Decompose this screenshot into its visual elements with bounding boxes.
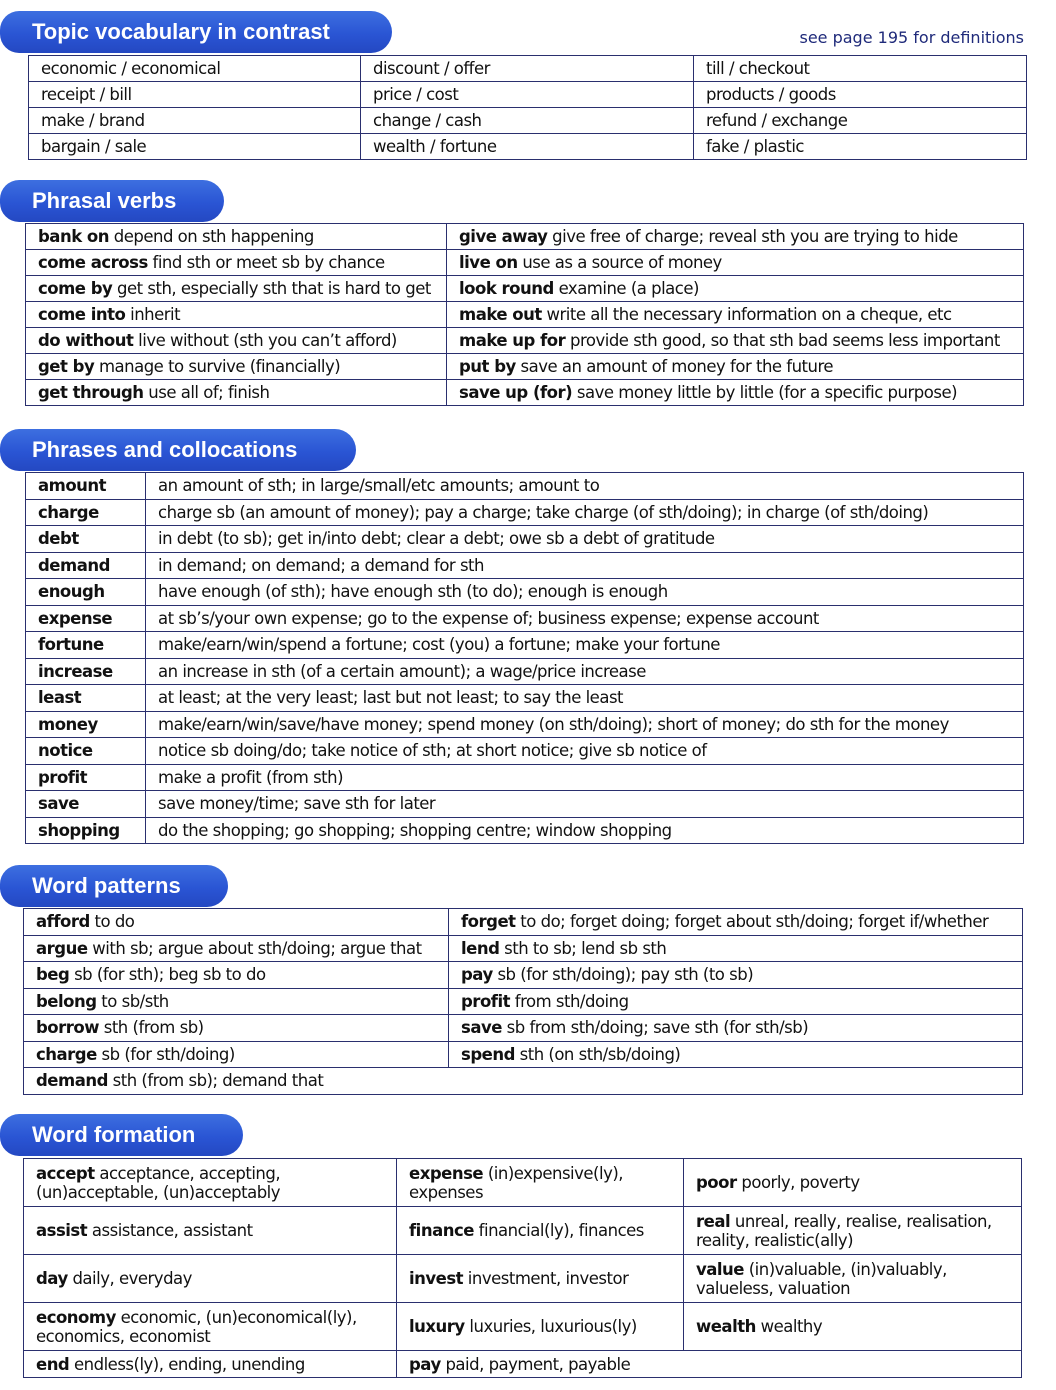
term: save — [461, 1018, 502, 1038]
definition: manage to survive (financially) — [94, 357, 341, 376]
table-row — [24, 909, 1023, 936]
term: put by — [459, 357, 516, 376]
phrasal-verb-entry — [447, 354, 1024, 380]
collocation-term: shopping — [26, 817, 146, 844]
definition: use all of; finish — [143, 383, 270, 402]
collocation-def: have enough (of sth); have enough sth (to do); enough is enough — [146, 579, 1024, 606]
table-row — [26, 791, 1024, 818]
definition: (in)expensive(ly), expenses — [409, 1163, 624, 1202]
collocation-def: make/earn/win/spend a fortune; cost (you) a fortune; make your fortune — [146, 632, 1024, 659]
definition: from sth/doing — [510, 991, 629, 1011]
topic-vocabulary-table — [28, 55, 1027, 160]
definition: daily, everyday — [67, 1269, 192, 1288]
collocation-term: increase — [26, 658, 146, 685]
term: real — [696, 1211, 731, 1231]
definition: wealthy — [755, 1317, 823, 1336]
term: demand — [36, 1071, 108, 1091]
definition: give free of charge; reveal sth you are trying to hide — [547, 227, 958, 246]
word-formation-entry — [24, 1207, 397, 1255]
table-row — [26, 276, 1024, 302]
definition: sb (for sth/doing) — [96, 1044, 235, 1064]
definition: inherit — [125, 305, 181, 324]
term: invest — [409, 1269, 464, 1288]
definition: write all the necessary information on a cheque, etc — [541, 305, 952, 324]
definition: use as a source of money — [517, 253, 722, 272]
definition: sb (for sth); beg sb to do — [69, 965, 266, 985]
collocation-term: charge — [26, 499, 146, 526]
definition: sth (from sb) — [99, 1018, 204, 1038]
definition: poorly, poverty — [736, 1173, 860, 1192]
phrasal-verb-entry — [26, 354, 447, 380]
definition: get sth, especially sth that is hard to get — [112, 279, 431, 298]
table-row — [24, 1255, 1022, 1303]
table-row — [26, 328, 1024, 354]
vocab-cell: bargain / sale — [29, 134, 361, 160]
phrasal-verb-entry — [447, 250, 1024, 276]
see-page-reference: see page 195 for definitions — [799, 28, 1024, 47]
table-row — [24, 1303, 1022, 1351]
word-formation-entry — [397, 1159, 684, 1207]
term: pay — [409, 1354, 441, 1374]
phrasal-verb-entry — [26, 250, 447, 276]
term: come by — [38, 279, 113, 298]
vocab-cell: products / goods — [694, 82, 1027, 108]
term: spend — [461, 1044, 515, 1064]
collocation-term: fortune — [26, 632, 146, 659]
phrasal-verb-entry — [26, 328, 447, 354]
table-row — [24, 1207, 1022, 1255]
phrasal-verbs-table — [25, 223, 1024, 406]
word-pattern-entry — [24, 962, 449, 989]
collocation-term: notice — [26, 738, 146, 765]
phrasal-verb-entry — [447, 380, 1024, 406]
word-patterns-table — [23, 908, 1023, 1095]
term: poor — [696, 1173, 737, 1192]
definition: save an amount of money for the future — [515, 357, 834, 376]
collocation-term: profit — [26, 764, 146, 791]
term: come across — [38, 253, 148, 272]
term: lend — [461, 938, 500, 958]
definition: provide sth good, so that sth bad seems less important — [565, 331, 1000, 350]
table-row — [26, 817, 1024, 844]
word-formation-entry — [24, 1351, 397, 1378]
definition: sth to sb; lend sb sth — [499, 938, 667, 958]
term: pay — [461, 965, 493, 985]
word-pattern-entry — [24, 1068, 1023, 1095]
table-row — [24, 988, 1023, 1015]
term: give away — [459, 227, 548, 246]
term: bank on — [38, 227, 109, 246]
table-row — [24, 1159, 1022, 1207]
term: charge — [36, 1044, 97, 1064]
word-formation-entry — [684, 1159, 1022, 1207]
word-formation-entry — [684, 1255, 1022, 1303]
definition: with sb; argue about sth/doing; argue that — [87, 938, 422, 958]
table-row — [26, 250, 1024, 276]
word-pattern-entry — [24, 1041, 449, 1068]
vocab-cell: receipt / bill — [29, 82, 361, 108]
section-title-word-patterns: Word patterns — [0, 865, 228, 907]
table-row — [29, 108, 1027, 134]
table-row — [26, 685, 1024, 712]
definition: sb from sth/doing; save sth (for sth/sb) — [501, 1018, 809, 1038]
term: come into — [38, 305, 126, 324]
term: afford — [36, 912, 90, 932]
vocab-cell: till / checkout — [694, 56, 1027, 82]
collocation-def: an amount of sth; in large/small/etc amounts; amount to — [146, 473, 1024, 500]
word-pattern-entry — [24, 1015, 449, 1042]
phrases-collocations-table — [25, 472, 1024, 844]
table-row — [26, 605, 1024, 632]
term: end — [36, 1354, 70, 1374]
table-row — [24, 1015, 1023, 1042]
collocation-def: in demand; on demand; a demand for sth — [146, 552, 1024, 579]
term: borrow — [36, 1018, 99, 1038]
word-formation-entry — [397, 1351, 1022, 1378]
table-row — [26, 499, 1024, 526]
definition: investment, investor — [463, 1269, 629, 1288]
vocab-cell: economic / economical — [29, 56, 361, 82]
definition: economic, (un)economical(ly), economics, economist — [36, 1307, 357, 1346]
word-pattern-entry — [449, 909, 1023, 936]
word-pattern-entry — [449, 1015, 1023, 1042]
collocation-def: at sb’s/your own expense; go to the expense of; business expense; expense account — [146, 605, 1024, 632]
collocation-def: an increase in sth (of a certain amount); a wage/price increase — [146, 658, 1024, 685]
table-row — [26, 632, 1024, 659]
word-formation-entry — [397, 1255, 684, 1303]
vocab-cell: discount / offer — [361, 56, 694, 82]
collocation-term: least — [26, 685, 146, 712]
collocation-def: make a profit (from sth) — [146, 764, 1024, 791]
vocab-cell: make / brand — [29, 108, 361, 134]
definition: (in)valuable, (in)valuably, valueless, valuation — [696, 1259, 947, 1298]
collocation-term: enough — [26, 579, 146, 606]
definition: sth (from sb); demand that — [107, 1071, 324, 1091]
term: assist — [36, 1221, 88, 1240]
definition: sth (on sth/sb/doing) — [514, 1044, 681, 1064]
table-row — [29, 82, 1027, 108]
term: belong — [36, 991, 97, 1011]
collocation-term: expense — [26, 605, 146, 632]
phrasal-verb-entry — [26, 276, 447, 302]
vocab-cell: wealth / fortune — [361, 134, 694, 160]
phrasal-verb-entry — [447, 276, 1024, 302]
section-title-word-formation: Word formation — [0, 1114, 243, 1156]
section-title-phrases-collocations: Phrases and collocations — [0, 429, 356, 471]
definition: to do; forget doing; forget about sth/doing; forget if/whether — [515, 912, 989, 932]
table-row — [26, 354, 1024, 380]
term: make out — [459, 305, 542, 324]
collocation-def: charge sb (an amount of money); pay a charge; take charge (of sth/doing); in charge (of sth/doing) — [146, 499, 1024, 526]
word-pattern-entry — [449, 988, 1023, 1015]
collocation-term: debt — [26, 526, 146, 553]
term: forget — [461, 912, 516, 932]
word-formation-table — [23, 1158, 1022, 1378]
term: expense — [409, 1163, 484, 1183]
collocation-term: demand — [26, 552, 146, 579]
word-formation-entry — [684, 1207, 1022, 1255]
word-pattern-entry — [449, 1041, 1023, 1068]
definition: sb (for sth/doing); pay sth (to sb) — [492, 965, 754, 985]
vocab-cell: change / cash — [361, 108, 694, 134]
term: accept — [36, 1163, 95, 1183]
definition: to sb/sth — [96, 991, 169, 1011]
table-row — [29, 134, 1027, 160]
table-row — [26, 738, 1024, 765]
collocation-def: do the shopping; go shopping; shopping centre; window shopping — [146, 817, 1024, 844]
table-row — [26, 526, 1024, 553]
collocation-def: at least; at the very least; last but not least; to say the least — [146, 685, 1024, 712]
term: value — [696, 1259, 744, 1279]
table-row — [26, 552, 1024, 579]
phrasal-verb-entry — [447, 302, 1024, 328]
phrasal-verb-entry — [26, 302, 447, 328]
word-pattern-entry — [24, 909, 449, 936]
vocab-cell: price / cost — [361, 82, 694, 108]
word-pattern-entry — [449, 962, 1023, 989]
table-row — [26, 380, 1024, 406]
term: get by — [38, 357, 95, 376]
section-title-phrasal-verbs: Phrasal verbs — [0, 180, 224, 222]
definition: endless(ly), ending, unending — [69, 1354, 305, 1374]
table-row — [24, 1351, 1022, 1378]
table-row — [29, 56, 1027, 82]
table-row — [24, 1041, 1023, 1068]
collocation-def: notice sb doing/do; take notice of sth; at short notice; give sb notice of — [146, 738, 1024, 765]
term: economy — [36, 1307, 116, 1327]
definition: acceptance, accepting, (un)acceptable, (un)acceptably — [36, 1163, 281, 1202]
section-title-topic-vocabulary: Topic vocabulary in contrast — [0, 11, 392, 53]
definition: assistance, assistant — [87, 1221, 253, 1240]
term: save up (for) — [459, 383, 573, 402]
phrasal-verb-entry — [447, 224, 1024, 250]
table-row — [24, 962, 1023, 989]
phrasal-verb-entry — [26, 224, 447, 250]
word-formation-entry — [397, 1303, 684, 1351]
definition: examine (a place) — [553, 279, 699, 298]
table-row — [26, 711, 1024, 738]
table-row — [26, 764, 1024, 791]
word-pattern-entry — [24, 935, 449, 962]
term: wealth — [696, 1317, 756, 1336]
collocation-def: save money/time; save sth for later — [146, 791, 1024, 818]
term: profit — [461, 991, 511, 1011]
definition: financial(ly), finances — [473, 1221, 644, 1240]
term: finance — [409, 1221, 474, 1240]
definition: find sth or meet sb by chance — [147, 253, 385, 272]
definition: luxuries, luxurious(ly) — [464, 1317, 637, 1336]
word-formation-entry — [24, 1255, 397, 1303]
term: argue — [36, 938, 88, 958]
definition: live without (sth you can’t afford) — [133, 331, 397, 350]
collocation-def: in debt (to sb); get in/into debt; clear a debt; owe sb a debt of gratitude — [146, 526, 1024, 553]
word-formation-entry — [24, 1303, 397, 1351]
term: beg — [36, 965, 70, 985]
term: do without — [38, 331, 134, 350]
table-row — [26, 579, 1024, 606]
table-row — [24, 935, 1023, 962]
word-pattern-entry — [449, 935, 1023, 962]
collocation-term: money — [26, 711, 146, 738]
term: luxury — [409, 1317, 465, 1336]
word-formation-entry — [397, 1207, 684, 1255]
definition: paid, payment, payable — [440, 1354, 631, 1374]
word-formation-entry — [24, 1159, 397, 1207]
phrasal-verb-entry — [26, 380, 447, 406]
collocation-term: save — [26, 791, 146, 818]
collocation-term: amount — [26, 473, 146, 500]
word-formation-entry — [684, 1303, 1022, 1351]
table-row — [26, 224, 1024, 250]
table-row — [26, 658, 1024, 685]
term: look round — [459, 279, 554, 298]
definition: unreal, really, realise, realisation, reality, realistic(ally) — [696, 1211, 992, 1250]
vocab-cell: fake / plastic — [694, 134, 1027, 160]
definition: to do — [89, 912, 135, 932]
term: make up for — [459, 331, 566, 350]
term: live on — [459, 253, 518, 272]
definition: save money little by little (for a specific purpose) — [572, 383, 958, 402]
table-row — [26, 302, 1024, 328]
table-row — [26, 473, 1024, 500]
table-row — [24, 1068, 1023, 1095]
term: day — [36, 1269, 68, 1288]
vocab-cell: refund / exchange — [694, 108, 1027, 134]
definition: depend on sth happening — [109, 227, 314, 246]
collocation-def: make/earn/win/save/have money; spend money (on sth/doing); short of money; do sth for the money — [146, 711, 1024, 738]
word-pattern-entry — [24, 988, 449, 1015]
term: get through — [38, 383, 144, 402]
phrasal-verb-entry — [447, 328, 1024, 354]
